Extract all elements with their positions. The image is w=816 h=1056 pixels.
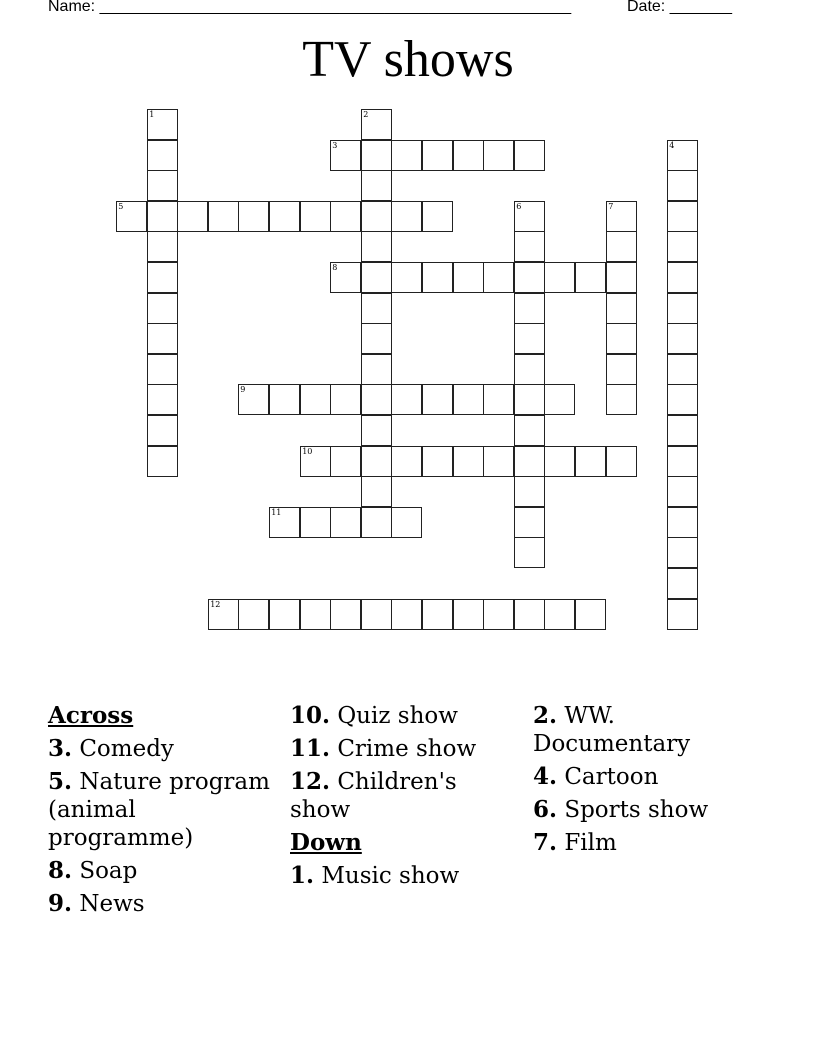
grid-cell[interactable] <box>330 599 361 630</box>
page-title: TV shows <box>302 31 514 88</box>
grid-cell[interactable] <box>422 140 453 171</box>
grid-cell[interactable] <box>361 507 392 538</box>
down-heading: Down <box>290 829 362 856</box>
grid-cell[interactable] <box>514 201 545 232</box>
grid-cell[interactable] <box>514 446 545 477</box>
grid-cell[interactable] <box>544 599 575 630</box>
grid-cell[interactable] <box>361 140 392 171</box>
clue-number-label: 8 <box>332 263 338 273</box>
grid-cell[interactable] <box>606 262 637 293</box>
grid-cell[interactable] <box>667 140 698 171</box>
clue-number-label: 11 <box>271 508 282 518</box>
clue-across-10 <box>290 702 525 730</box>
grid-cell[interactable] <box>238 599 269 630</box>
grid-cell[interactable] <box>391 507 422 538</box>
grid-cell[interactable] <box>667 170 698 201</box>
grid-cell[interactable] <box>269 201 300 232</box>
date-field[interactable]: Date: _______ <box>627 0 732 15</box>
grid-cell[interactable] <box>514 293 545 324</box>
grid-cell[interactable] <box>667 537 698 568</box>
grid-cell[interactable] <box>544 446 575 477</box>
grid-cell[interactable] <box>606 293 637 324</box>
grid-cell[interactable] <box>361 384 392 415</box>
across-heading: Across <box>48 702 134 729</box>
clue-number-label: 6 <box>516 202 522 212</box>
grid-cell[interactable] <box>361 354 392 385</box>
grid-cell[interactable] <box>361 415 392 446</box>
grid-cell[interactable] <box>453 599 484 630</box>
clue-column-2 <box>290 702 525 895</box>
grid-cell[interactable] <box>208 599 239 630</box>
grid-cell[interactable] <box>269 507 300 538</box>
grid-cell[interactable] <box>667 354 698 385</box>
clue-number: 5. <box>48 768 73 795</box>
clue-number: 2. <box>533 702 558 729</box>
grid-cell[interactable] <box>514 415 545 446</box>
grid-cell[interactable] <box>391 262 422 293</box>
grid-cell[interactable] <box>422 262 453 293</box>
clue-number: 9. <box>48 890 73 917</box>
clue-text: Sports show <box>564 797 709 823</box>
grid-cell[interactable] <box>514 537 545 568</box>
clue-number-label: 1 <box>149 110 155 120</box>
grid-cell[interactable] <box>330 262 361 293</box>
grid-cell[interactable] <box>544 262 575 293</box>
name-field[interactable]: Name: _____________________________________________________ <box>48 0 572 15</box>
clue-number-label: 7 <box>608 202 614 212</box>
grid-cell[interactable] <box>575 446 606 477</box>
grid-cell[interactable] <box>667 599 698 630</box>
grid-cell[interactable] <box>667 201 698 232</box>
clue-column-3 <box>533 702 768 862</box>
clue-text: Cartoon <box>564 764 659 790</box>
grid-cell[interactable] <box>514 354 545 385</box>
grid-cell[interactable] <box>147 293 178 324</box>
clue-number: 10. <box>290 702 331 729</box>
clue-text: News <box>79 891 145 917</box>
clue-text: Soap <box>79 858 138 884</box>
grid-cell[interactable] <box>147 446 178 477</box>
clue-down-6 <box>533 796 768 824</box>
clue-text: Film <box>564 830 617 856</box>
grid-cell[interactable] <box>116 201 147 232</box>
clue-number-label: 12 <box>210 600 221 610</box>
grid-cell[interactable] <box>300 201 331 232</box>
grid-cell[interactable] <box>667 231 698 262</box>
clue-text: Crime show <box>337 736 477 762</box>
grid-cell[interactable] <box>300 507 331 538</box>
grid-cell[interactable] <box>361 446 392 477</box>
grid-cell[interactable] <box>422 201 453 232</box>
grid-cell[interactable] <box>606 354 637 385</box>
grid-cell[interactable] <box>483 262 514 293</box>
grid-cell[interactable] <box>667 384 698 415</box>
clue-number-label: 2 <box>363 110 369 120</box>
grid-cell[interactable] <box>300 599 331 630</box>
clue-text: Quiz show <box>337 703 458 729</box>
grid-cell[interactable] <box>147 384 178 415</box>
clue-number: 6. <box>533 796 558 823</box>
grid-cell[interactable] <box>453 384 484 415</box>
grid-cell[interactable] <box>147 262 178 293</box>
grid-cell[interactable] <box>453 262 484 293</box>
clue-across-12 <box>290 768 480 824</box>
grid-cell[interactable] <box>147 170 178 201</box>
clue-number: 7. <box>533 829 558 856</box>
clue-number: 8. <box>48 857 73 884</box>
grid-cell[interactable] <box>483 446 514 477</box>
grid-cell[interactable] <box>667 446 698 477</box>
grid-cell[interactable] <box>330 446 361 477</box>
clue-number: 1. <box>290 862 315 889</box>
clue-across-9 <box>48 890 283 918</box>
grid-cell[interactable] <box>361 231 392 262</box>
grid-cell[interactable] <box>300 446 331 477</box>
clue-text: WW. Documentary <box>533 703 691 757</box>
grid-cell[interactable] <box>667 507 698 538</box>
grid-cell[interactable] <box>483 384 514 415</box>
clue-text: Comedy <box>79 736 174 762</box>
grid-cell[interactable] <box>391 140 422 171</box>
grid-cell[interactable] <box>147 140 178 171</box>
clue-number: 12. <box>290 768 331 795</box>
grid-cell[interactable] <box>606 446 637 477</box>
grid-cell[interactable] <box>361 323 392 354</box>
grid-cell[interactable] <box>514 323 545 354</box>
grid-cell[interactable] <box>667 323 698 354</box>
grid-cell[interactable] <box>667 568 698 599</box>
grid-cell[interactable] <box>514 231 545 262</box>
clue-number-label: 5 <box>118 202 124 212</box>
grid-cell[interactable] <box>606 384 637 415</box>
grid-cell[interactable] <box>361 293 392 324</box>
grid-cell[interactable] <box>177 201 208 232</box>
grid-cell[interactable] <box>606 201 637 232</box>
grid-cell[interactable] <box>147 415 178 446</box>
grid-cell[interactable] <box>361 201 392 232</box>
grid-cell[interactable] <box>667 415 698 446</box>
grid-cell[interactable] <box>361 262 392 293</box>
grid-cell[interactable] <box>330 201 361 232</box>
clue-across-5 <box>48 768 283 852</box>
grid-cell[interactable] <box>575 262 606 293</box>
grid-cell[interactable] <box>514 140 545 171</box>
clue-text: Nature program (animal programme) <box>48 769 270 851</box>
grid-cell[interactable] <box>422 446 453 477</box>
grid-cell[interactable] <box>667 262 698 293</box>
grid-cell[interactable] <box>391 599 422 630</box>
clue-down-2 <box>533 702 723 758</box>
clue-down-4 <box>533 763 768 791</box>
grid-cell[interactable] <box>575 599 606 630</box>
grid-cell[interactable] <box>147 354 178 385</box>
clue-text: Music show <box>321 863 460 889</box>
clue-number-label: 9 <box>240 385 246 395</box>
clue-number: 3. <box>48 735 73 762</box>
clue-column-1 <box>48 702 283 923</box>
grid-cell[interactable] <box>667 293 698 324</box>
grid-cell[interactable] <box>483 140 514 171</box>
clue-number: 11. <box>290 735 331 762</box>
clue-number-label: 3 <box>332 141 338 151</box>
grid-cell[interactable] <box>300 384 331 415</box>
grid-cell[interactable] <box>422 384 453 415</box>
clue-text: Children's show <box>290 769 457 823</box>
clue-across-3 <box>48 735 283 763</box>
grid-cell[interactable] <box>391 384 422 415</box>
clue-number: 4. <box>533 763 558 790</box>
clue-number-label: 10 <box>302 447 313 457</box>
grid-cell[interactable] <box>453 140 484 171</box>
clue-down-7 <box>533 829 768 857</box>
grid-cell[interactable] <box>606 323 637 354</box>
grid-cell[interactable] <box>238 384 269 415</box>
clue-across-8 <box>48 857 283 885</box>
grid-cell[interactable] <box>147 109 178 140</box>
grid-cell[interactable] <box>514 384 545 415</box>
grid-cell[interactable] <box>361 476 392 507</box>
grid-cell[interactable] <box>483 599 514 630</box>
grid-cell[interactable] <box>147 323 178 354</box>
grid-cell[interactable] <box>453 446 484 477</box>
grid-cell[interactable] <box>361 599 392 630</box>
grid-cell[interactable] <box>514 507 545 538</box>
grid-cell[interactable] <box>269 599 300 630</box>
grid-cell[interactable] <box>238 201 269 232</box>
grid-cell[interactable] <box>422 599 453 630</box>
grid-cell[interactable] <box>391 446 422 477</box>
grid-cell[interactable] <box>361 109 392 140</box>
grid-cell[interactable] <box>208 201 239 232</box>
grid-cell[interactable] <box>544 384 575 415</box>
clue-down-1 <box>290 862 525 890</box>
grid-cell[interactable] <box>330 507 361 538</box>
grid-cell[interactable] <box>514 476 545 507</box>
clue-number-label: 4 <box>669 141 675 151</box>
grid-cell[interactable] <box>514 262 545 293</box>
grid-cell[interactable] <box>667 476 698 507</box>
grid-cell[interactable] <box>361 170 392 201</box>
grid-cell[interactable] <box>606 231 637 262</box>
grid-cell[interactable] <box>269 384 300 415</box>
grid-cell[interactable] <box>514 599 545 630</box>
grid-cell[interactable] <box>391 201 422 232</box>
grid-cell[interactable] <box>147 201 178 232</box>
grid-cell[interactable] <box>147 231 178 262</box>
grid-cell[interactable] <box>330 384 361 415</box>
grid-cell[interactable] <box>330 140 361 171</box>
clue-across-11 <box>290 735 525 763</box>
